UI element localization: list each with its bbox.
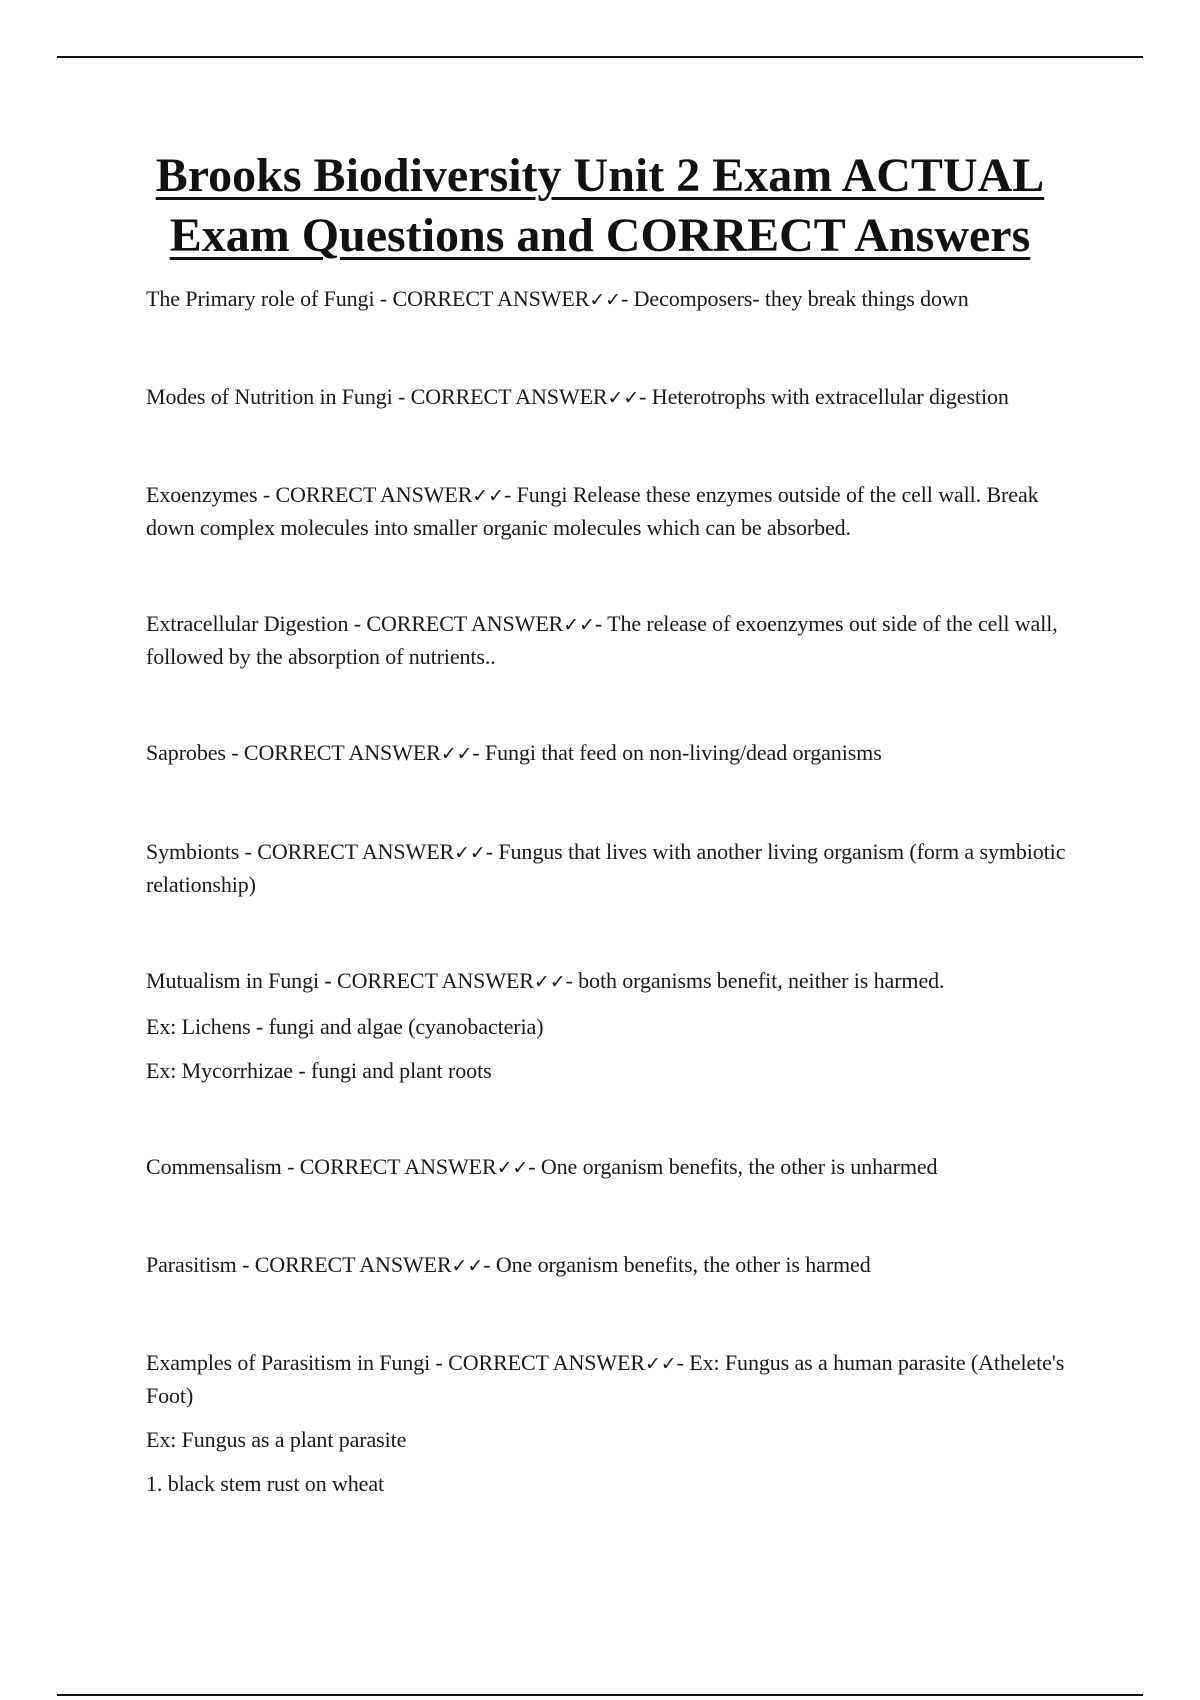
example-line: Ex: Mycorrhizae - fungi and plant roots (146, 1058, 492, 1083)
answer: Ex: Fungus as a human parasite (Athelete's Foot) (146, 1350, 1065, 1408)
answer: Decomposers- they break things down (633, 286, 969, 311)
term: Examples of Parasitism in Fungi (146, 1350, 431, 1375)
term: Commensalism (146, 1154, 282, 1179)
qa-entry (146, 479, 1066, 543)
answer: both organisms benefit, neither is harmed. (578, 968, 945, 993)
bottom-rule (57, 1694, 1143, 1696)
qa-entry (146, 737, 1066, 770)
qa-entry (146, 836, 1066, 900)
qa-question: Symbionts - CORRECT ANSWER✓✓- Fungus that lives with another living organism (form a symbiotic relationship) (146, 839, 1066, 897)
qa-question: Extracellular Digestion - CORRECT ANSWER✓✓- The release of exoenzymes out side of the cell wall, followed by the absorption of nutrients.. (146, 611, 1058, 669)
check-marks-icon: ✓✓ (454, 842, 486, 864)
correct-answer-label: CORRECT ANSWER (254, 1252, 452, 1277)
check-marks-icon: ✓✓ (451, 1255, 484, 1277)
qa-entry (146, 1249, 1066, 1282)
correct-answer-label: CORRECT ANSWER (275, 482, 473, 507)
qa-entry (146, 283, 1066, 316)
document-title (100, 146, 1100, 266)
qa-question: Parasitism - CORRECT ANSWER✓✓- One organism benefits, the other is harmed (146, 1252, 871, 1277)
qa-entry (146, 608, 1066, 672)
check-marks-icon: ✓✓ (589, 289, 621, 311)
correct-answer-label: CORRECT ANSWER (337, 968, 534, 993)
title-line-1: Brooks Biodiversity Unit 2 Exam ACTUAL (155, 149, 1045, 202)
qa-question: Saprobes - CORRECT ANSWER✓✓- Fungi that feed on non-living/dead organisms (146, 740, 882, 765)
answer: One organism benefits, the other is unharmed (540, 1154, 938, 1179)
answer: Fungi Release these enzymes outside of the cell wall. Break down complex molecules into smaller organic molecules which can be absorbed. (146, 482, 1039, 540)
answer: Fungi that feed on non-living/dead organisms (485, 740, 882, 765)
top-rule (57, 56, 1143, 58)
term: Mutualism in Fungi (146, 968, 319, 993)
title-line-2: Exam Questions and CORRECT Answers (169, 209, 1031, 262)
qa-question: Mutualism in Fungi - CORRECT ANSWER✓✓- both organisms benefit, neither is harmed. (146, 968, 945, 993)
answer: Heterotrophs with extracellular digestion (651, 384, 1009, 409)
check-marks-icon: ✓✓ (607, 387, 640, 409)
qa-entry (146, 1151, 1066, 1184)
correct-answer-label: CORRECT ANSWER (243, 740, 441, 765)
qa-entry (146, 1347, 1066, 1499)
term: Saprobes (146, 740, 226, 765)
term: Parasitism (146, 1252, 237, 1277)
qa-question: Exoenzymes - CORRECT ANSWER✓✓- Fungi Release these enzymes outside of the cell wall. Break down complex molecules into smaller organic molecules which can be absorbed. (146, 482, 1039, 540)
qa-list (146, 283, 1066, 1499)
correct-answer-label: CORRECT ANSWER (299, 1154, 497, 1179)
check-marks-icon: ✓✓ (440, 743, 473, 765)
answer: One organism benefits, the other is harmed (495, 1252, 871, 1277)
qa-entry (146, 381, 1066, 414)
term: Extracellular Digestion (146, 611, 349, 636)
qa-question: Modes of Nutrition in Fungi - CORRECT ANSWER✓✓- Heterotrophs with extracellular digestion (146, 384, 1009, 409)
term: The Primary role of Fungi (146, 286, 375, 311)
correct-answer-label: CORRECT ANSWER (257, 839, 455, 864)
example-line: Ex: Lichens - fungi and algae (cyanobacteria) (146, 1014, 544, 1039)
check-marks-icon: ✓✓ (496, 1157, 529, 1179)
term: Symbionts (146, 839, 240, 864)
qa-entry (146, 965, 1066, 1086)
correct-answer-label: CORRECT ANSWER (448, 1350, 645, 1375)
example-line: Ex: Fungus as a plant parasite (146, 1427, 407, 1452)
correct-answer-label: CORRECT ANSWER (410, 384, 608, 409)
qa-question: Examples of Parasitism in Fungi - CORRECT ANSWER✓✓- Ex: Fungus as a human parasite (Athelete's Foot) (146, 1350, 1065, 1408)
check-marks-icon: ✓✓ (563, 614, 595, 636)
check-marks-icon: ✓✓ (533, 971, 566, 993)
term: Modes of Nutrition in Fungi (146, 384, 393, 409)
check-marks-icon: ✓✓ (644, 1353, 677, 1375)
correct-answer-label: CORRECT ANSWER (366, 611, 564, 636)
example-line: 1. black stem rust on wheat (146, 1471, 385, 1496)
qa-question: The Primary role of Fungi - CORRECT ANSWER✓✓- Decomposers- they break things down (146, 286, 969, 311)
term: Exoenzymes (146, 482, 258, 507)
check-marks-icon: ✓✓ (472, 485, 504, 507)
correct-answer-label: CORRECT ANSWER (392, 286, 590, 311)
answer: The release of exoenzymes out side of the cell wall, followed by the absorption of nutrients.. (146, 611, 1058, 669)
qa-question: Commensalism - CORRECT ANSWER✓✓- One organism benefits, the other is unharmed (146, 1154, 938, 1179)
answer: Fungus that lives with another living organism (form a symbiotic relationship) (146, 839, 1066, 897)
